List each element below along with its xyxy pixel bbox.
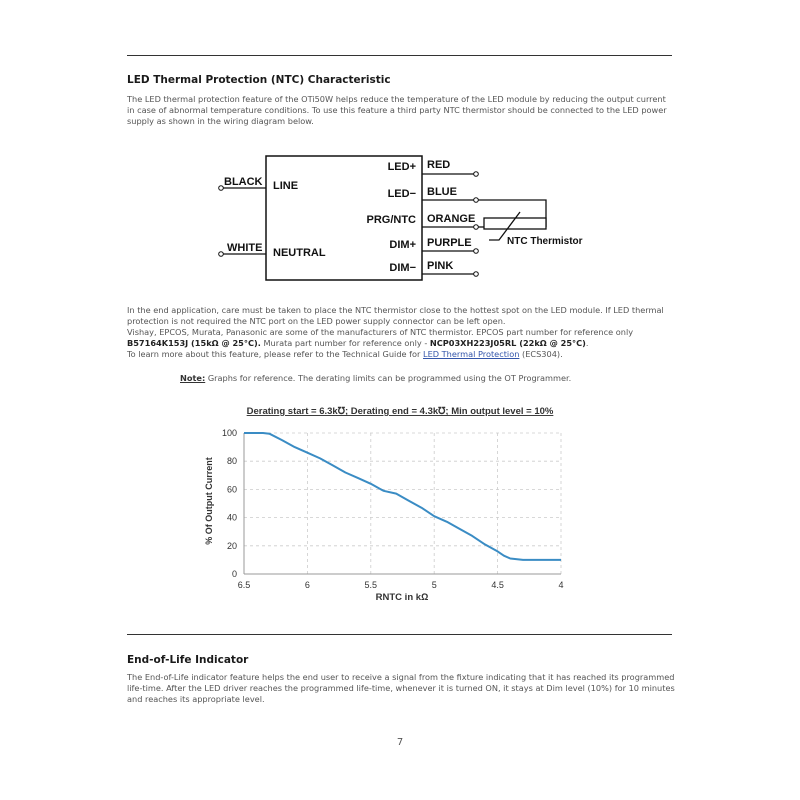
ntc-thermistor-symbol <box>478 200 546 240</box>
terminal-orange <box>474 225 479 230</box>
y-tick-label: 0 <box>231 569 237 579</box>
terminal-pink <box>474 272 479 277</box>
led-thermal-protection-link[interactable]: LED Thermal Protection <box>423 349 520 359</box>
x-tick-label: 4 <box>558 580 564 590</box>
port-label-neutral: NEUTRAL <box>273 247 326 259</box>
terminal-white <box>219 252 224 257</box>
epcos-part-number: B57164K153J (15kΩ @ 25°C). <box>127 338 261 348</box>
x-tick-label: 5 <box>431 580 437 590</box>
x-tick-label: 4.5 <box>491 580 504 590</box>
terminal-red <box>474 172 479 177</box>
body-p3-text: Murata part number for reference only - <box>260 338 430 348</box>
port-label-dim-plus: DIM+ <box>389 239 416 251</box>
eol-paragraph: The End-of-Life indicator feature helps the end user to receive a signal from the fixture indicating that it has reached its programmed life-time. After the LED driver reaches the programmed life-time, whenever it is turned ON, it stays at Dim level (10%) for 10 minutes and reaches its appropriate level. <box>127 672 675 704</box>
wire-label-black: BLACK <box>224 176 263 188</box>
y-tick-label: 80 <box>226 456 237 467</box>
body-p4-pre: To learn more about this feature, please refer to the Technical Guide for <box>127 349 424 359</box>
mid-rule <box>127 634 672 635</box>
wire-label-purple: PURPLE <box>427 237 472 249</box>
port-label-prg-ntc: PRG/NTC <box>366 214 416 226</box>
y-tick-label: 100 <box>221 428 237 438</box>
y-tick-label: 60 <box>226 484 237 495</box>
section-title-eol: End-of-Life Indicator <box>127 654 249 666</box>
chart-title: Derating start = 6.3k℧; Derating end = 4.3k℧; Min output level = 10% <box>246 406 554 417</box>
port-label-led-minus: LED− <box>387 188 416 200</box>
x-tick-label: 5.5 <box>364 580 378 590</box>
derating-series-line <box>244 433 561 560</box>
body-p4-post: (ECS304). <box>519 349 563 359</box>
chart-xlabel: RNTC in kΩ <box>375 592 429 603</box>
wire-label-white: WHITE <box>227 242 263 254</box>
y-tick-label: 20 <box>226 540 237 551</box>
terminal-black <box>219 186 224 191</box>
section-title-ntc: LED Thermal Protection (NTC) Characteristic <box>127 74 391 86</box>
body-paragraph <box>127 305 675 360</box>
terminal-purple <box>474 249 479 254</box>
port-label-dim-minus: DIM− <box>389 262 416 274</box>
x-tick-label: 6.5 <box>237 580 251 590</box>
page-number: 7 <box>396 737 404 748</box>
chart-ylabel: % Of Output Current <box>204 457 214 545</box>
ntc-thermistor-label: NTC Thermistor <box>507 236 583 247</box>
port-label-line: LINE <box>273 180 299 192</box>
note-text: Graphs for reference. The derating limits can be programmed using the OT Programmer. <box>205 373 572 383</box>
x-tick-label: 6 <box>304 580 310 590</box>
wire-label-red: RED <box>427 159 451 171</box>
note-label: Note: <box>180 373 206 383</box>
ntc-intro-paragraph: The LED thermal protection feature of the OTi50W helps reduce the temperature of the LED module by reducing the output current in case of abnormal temperature conditions. To use this feature a third party NTC thermistor should be connected to the LED power supply as shown in the wiring diagram below. <box>127 94 667 126</box>
body-p3-end: . <box>585 338 589 348</box>
body-p2: Vishay, EPCOS, Murata, Panasonic are some of the manufacturers of NTC thermistor. EPCOS part number for reference only <box>127 327 634 337</box>
body-p1: In the end application, care must be taken to place the NTC thermistor close to the hottest spot on the LED module. If LED thermal protection is not required the NTC port on the LED power supply connector can be left open. <box>127 305 664 326</box>
murata-part-number: NCP03XH223J05RL (22kΩ @ 25°C) <box>429 338 586 348</box>
wire-label-pink: PINK <box>427 260 454 272</box>
port-label-led-plus: LED+ <box>387 161 416 173</box>
terminal-blue <box>474 198 479 203</box>
driver-box <box>266 156 422 280</box>
wire-label-blue: BLUE <box>427 186 457 198</box>
wire-label-orange: ORANGE <box>427 213 476 225</box>
y-tick-label: 40 <box>226 512 237 523</box>
top-rule <box>127 55 672 56</box>
note-line <box>180 373 571 383</box>
